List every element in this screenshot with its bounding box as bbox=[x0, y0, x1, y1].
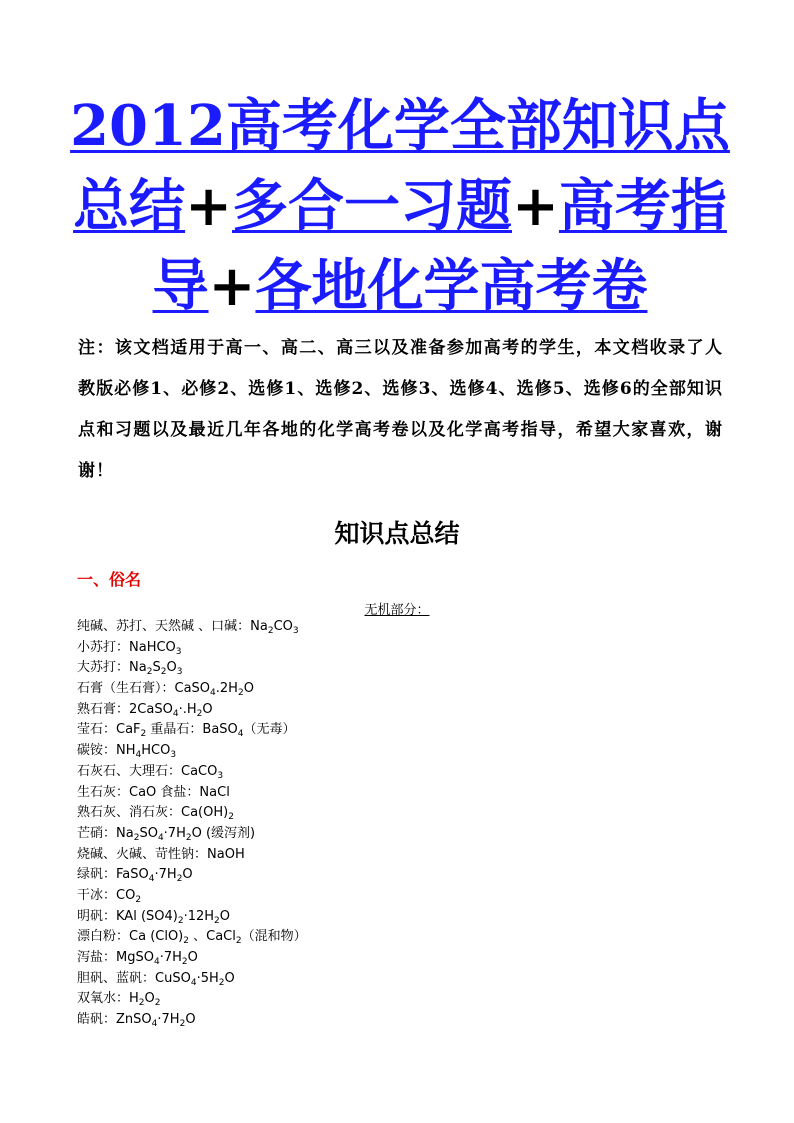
formula-subscript: 2 bbox=[181, 957, 188, 967]
formula-subscript: 2 bbox=[228, 812, 234, 823]
formula-subscript: 4 bbox=[172, 708, 179, 719]
formula-text: O bbox=[224, 970, 235, 986]
title-plus-1: + bbox=[185, 173, 232, 239]
formula-text: Na bbox=[116, 825, 134, 841]
item-label: 莹石： bbox=[77, 722, 117, 738]
list-item bbox=[77, 1010, 307, 1031]
formula-text: H bbox=[129, 991, 139, 1007]
formula-subscript: 4 bbox=[151, 1019, 158, 1030]
formula-subscript: 4 bbox=[148, 874, 155, 885]
formula-subscript: 2 bbox=[237, 688, 244, 699]
item-label: 绿矾： bbox=[77, 867, 117, 883]
formula-text: Na bbox=[129, 660, 147, 676]
formula-subscript: 2 bbox=[196, 708, 203, 719]
item-label: 漂白粉： bbox=[77, 929, 130, 945]
formula-subscript: 2 bbox=[176, 874, 183, 885]
item-label: 胆矾、蓝矾： bbox=[77, 970, 156, 986]
item-label: 大苏打： bbox=[77, 660, 130, 676]
list-item bbox=[77, 989, 307, 1010]
formula-text: （无毒） bbox=[243, 722, 296, 738]
list-item bbox=[77, 658, 307, 679]
list-item bbox=[77, 741, 307, 762]
formula-subscript: 4 bbox=[210, 688, 216, 699]
formula-text: HCO bbox=[141, 743, 171, 759]
document-note: 注：该文档适用于高一、高二、高三以及准备参加高考的学生，本文档收录了人教版必修1、必修2、选修1、选修2、选修3、选修4、选修5、选修6的全部知识点和习题以及最近几年各地的化学高考卷以及化学高考指导，希望大家喜欢，谢谢！ bbox=[78, 338, 723, 481]
sub-heading-common-names: 一、俗名 bbox=[77, 570, 142, 589]
formula-text: ·5H bbox=[196, 970, 219, 986]
item-label: 烧碱、火碱、苛性钠： bbox=[77, 846, 208, 862]
item-label: 泻盐： bbox=[77, 950, 117, 965]
formula-text: NaOH bbox=[207, 846, 245, 862]
list-item bbox=[77, 762, 307, 783]
formula-text: MgSO bbox=[116, 950, 154, 965]
formula-text: O bbox=[187, 950, 198, 965]
formula-subscript: 2 bbox=[133, 832, 140, 843]
formula-subscript: 3 bbox=[175, 646, 182, 657]
formula-text: KAl (SO4) bbox=[116, 908, 178, 924]
formula-subscript: 2 bbox=[179, 1019, 186, 1030]
item-label: 石膏（生石膏）： bbox=[77, 681, 175, 697]
formula-text: ·7H bbox=[157, 1012, 180, 1028]
formula-subscript: 3 bbox=[292, 626, 299, 636]
title-plus-3: + bbox=[208, 253, 256, 319]
formula-text: CO bbox=[273, 619, 293, 634]
formula-text: O bbox=[144, 991, 155, 1007]
list-item bbox=[77, 948, 307, 969]
formula-text: ·7H bbox=[154, 867, 177, 883]
formula-subscript: 2 bbox=[267, 626, 274, 636]
formula-text: O (缓泻剂) bbox=[191, 825, 256, 841]
formula-text: SO bbox=[139, 825, 158, 841]
list-item bbox=[77, 700, 307, 721]
title-link-exam-papers[interactable]: 各地化学高考卷 bbox=[255, 253, 648, 319]
item-label: 熟石灰、消石灰： bbox=[77, 805, 182, 821]
item-label: 生石灰： bbox=[77, 784, 130, 800]
formula-text: （混和物） bbox=[241, 929, 307, 945]
list-item bbox=[77, 865, 307, 886]
formula-text: NaHCO bbox=[129, 639, 176, 655]
formula-text: 2CaSO bbox=[129, 701, 173, 717]
formula-text: CaF bbox=[116, 722, 141, 738]
formula-subscript: 2 bbox=[214, 915, 220, 926]
formula-text: O bbox=[219, 908, 231, 924]
formula-text: O bbox=[243, 681, 254, 697]
list-item bbox=[77, 679, 307, 700]
formula-text: CuSO bbox=[155, 970, 191, 986]
part-label-inorganic: 无机部分： bbox=[364, 603, 430, 618]
formula-subscript: 4 bbox=[157, 832, 164, 843]
formula-subscript: 2 bbox=[140, 729, 147, 740]
formula-text: Ca(OH) bbox=[181, 805, 229, 821]
formula-text: ·12H bbox=[183, 908, 215, 924]
formula-text: NH bbox=[116, 743, 136, 759]
item-label: 明矾： bbox=[77, 908, 117, 924]
list-item bbox=[77, 617, 307, 638]
formula-subscript: 3 bbox=[176, 667, 183, 678]
list-item bbox=[77, 803, 307, 824]
list-item bbox=[77, 720, 307, 741]
formula-subscript: 4 bbox=[190, 977, 197, 988]
item-label: 小苏打： bbox=[77, 639, 130, 655]
formula-text: O bbox=[202, 701, 213, 717]
item-label: 纯碱、苏打、天然碱 、口碱： bbox=[77, 619, 251, 634]
item-label: 皓矾： bbox=[77, 1012, 117, 1028]
item-label: 芒硝： bbox=[77, 825, 117, 841]
section-title: 知识点总结 bbox=[334, 519, 460, 548]
formula-subscript: 2 bbox=[185, 832, 192, 843]
item-label: 干冰： bbox=[77, 887, 117, 903]
formula-text: FaSO bbox=[116, 867, 149, 883]
formula-text: Na bbox=[250, 619, 268, 634]
formula-subscript: 2 bbox=[218, 977, 225, 988]
formula-subscript: 4 bbox=[135, 750, 142, 761]
formula-text: S bbox=[152, 660, 161, 676]
title-link-exercises[interactable]: 多合一习题 bbox=[232, 173, 512, 239]
item-label: 石灰石、大理石： bbox=[77, 763, 182, 779]
formula-subscript: 2 bbox=[138, 998, 145, 1009]
list-item bbox=[77, 886, 307, 907]
item-label: 碳铵： bbox=[77, 743, 117, 759]
formula-text: .2H bbox=[215, 681, 238, 697]
formula-subscript: 2 bbox=[183, 936, 189, 947]
formula-text: ·.H bbox=[178, 701, 197, 717]
formula-subscript: 2 bbox=[235, 936, 242, 947]
formula-text: CaO 食盐：NaCl bbox=[129, 784, 230, 800]
list-item bbox=[77, 907, 307, 928]
formula-text: O bbox=[182, 867, 193, 883]
formula-text: O bbox=[185, 1012, 196, 1028]
formula-subscript: 2 bbox=[135, 894, 142, 905]
formula-text: Ca (ClO) bbox=[129, 929, 184, 945]
formula-text: 重晶石：BaSO bbox=[146, 722, 238, 738]
formula-text: CaCO bbox=[181, 763, 218, 779]
list-item bbox=[77, 638, 307, 659]
list-item bbox=[77, 824, 307, 845]
formula-text: O bbox=[166, 660, 177, 676]
formula-subscript: 2 bbox=[154, 998, 161, 1009]
formula-text: ZnSO bbox=[116, 1012, 152, 1028]
formula-text: CaSO bbox=[174, 681, 211, 697]
title-link-knowledge-summary[interactable]: 2012高考化学全部知识点总结 bbox=[70, 93, 730, 239]
title-plus-2: + bbox=[512, 173, 559, 239]
formula-text: ·7H bbox=[163, 825, 186, 841]
list-item bbox=[77, 927, 307, 948]
item-label: 熟石膏： bbox=[77, 701, 130, 717]
formula-text: ·7H bbox=[159, 950, 182, 965]
item-label: 双氧水： bbox=[77, 991, 130, 1007]
formula-text: 、CaCl bbox=[189, 929, 236, 945]
list-item bbox=[77, 845, 307, 866]
formula-text: CO bbox=[116, 887, 136, 903]
document-title bbox=[70, 86, 730, 326]
formula-subscript: 4 bbox=[237, 729, 244, 740]
formula-subscript: 2 bbox=[177, 915, 184, 926]
formula-subscript: 2 bbox=[160, 667, 167, 678]
list-item bbox=[77, 783, 307, 804]
common-names-list bbox=[77, 617, 307, 1031]
formula-subscript: 2 bbox=[146, 667, 153, 678]
formula-subscript: 3 bbox=[217, 770, 224, 781]
list-item bbox=[77, 969, 307, 990]
title-link-exam-guide[interactable]: 高考指导 bbox=[152, 173, 727, 319]
formula-subscript: 4 bbox=[153, 957, 160, 967]
formula-subscript: 3 bbox=[170, 750, 177, 761]
